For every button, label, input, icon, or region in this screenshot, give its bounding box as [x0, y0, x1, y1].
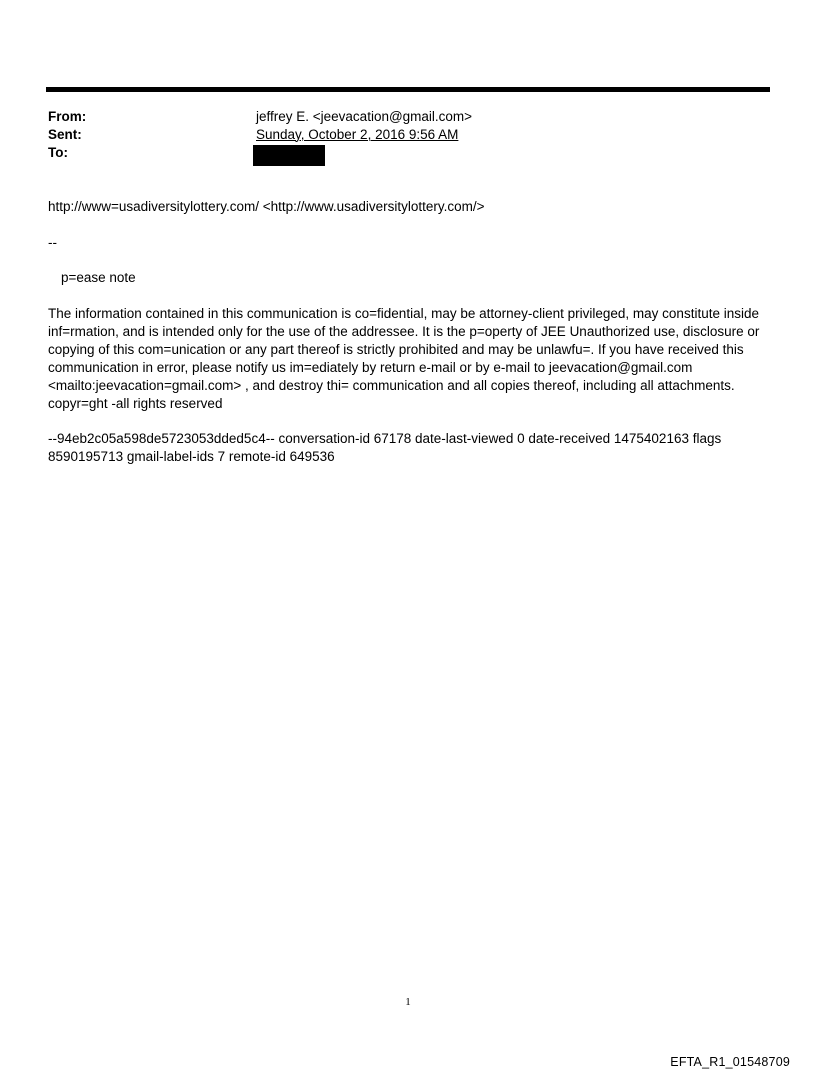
sent-row: [48, 126, 748, 144]
document-id: EFTA_R1_01548709: [670, 1055, 790, 1069]
email-header: [48, 108, 748, 162]
to-row: [48, 144, 748, 162]
sent-label: Sent:: [48, 127, 82, 142]
from-row: [48, 108, 748, 126]
note-line: p=ease note: [61, 270, 136, 285]
from-label: From:: [48, 109, 87, 124]
to-redaction-box: [253, 145, 325, 166]
message-metadata: --94eb2c05a598de5723053dded5c4-- conversation-id 67178 date-last-viewed 0 date-received 1475402163 flags 8590195713 gmail-label-ids 7 remote-id 649536: [48, 431, 722, 464]
page-number: 1: [405, 996, 411, 1008]
link-line: http://www=usadiversitylottery.com/ <http://www.usadiversitylottery.com/>: [48, 199, 485, 214]
from-value: jeffrey E. <jeevacation@gmail.com>: [256, 109, 473, 124]
sent-value: Sunday, October 2, 2016 9:56 AM: [256, 127, 459, 142]
signature-separator: --: [48, 235, 57, 250]
header-divider-rule: [46, 87, 770, 92]
confidentiality-disclaimer: The information contained in this communication is co=fidential, may be attorney-client privileged, may constitute inside inf=rmation, and is intended only for the use of the addressee. It is the p=operty of JEE Unauthorized use, disclosure or copying of this com=unication or any part thereof is strictly prohibited and may be unlawfu=. If you have received this communication in error, please notify us im=ediately by return e-mail or by e-mail to jeevacation@gmail.com <mailto:jeevacation=gmail.com> , and destroy thi= communication and all copies thereof, including all attachments. copyr=ght -all rights reserved: [48, 306, 760, 411]
to-label: To:: [48, 145, 68, 160]
